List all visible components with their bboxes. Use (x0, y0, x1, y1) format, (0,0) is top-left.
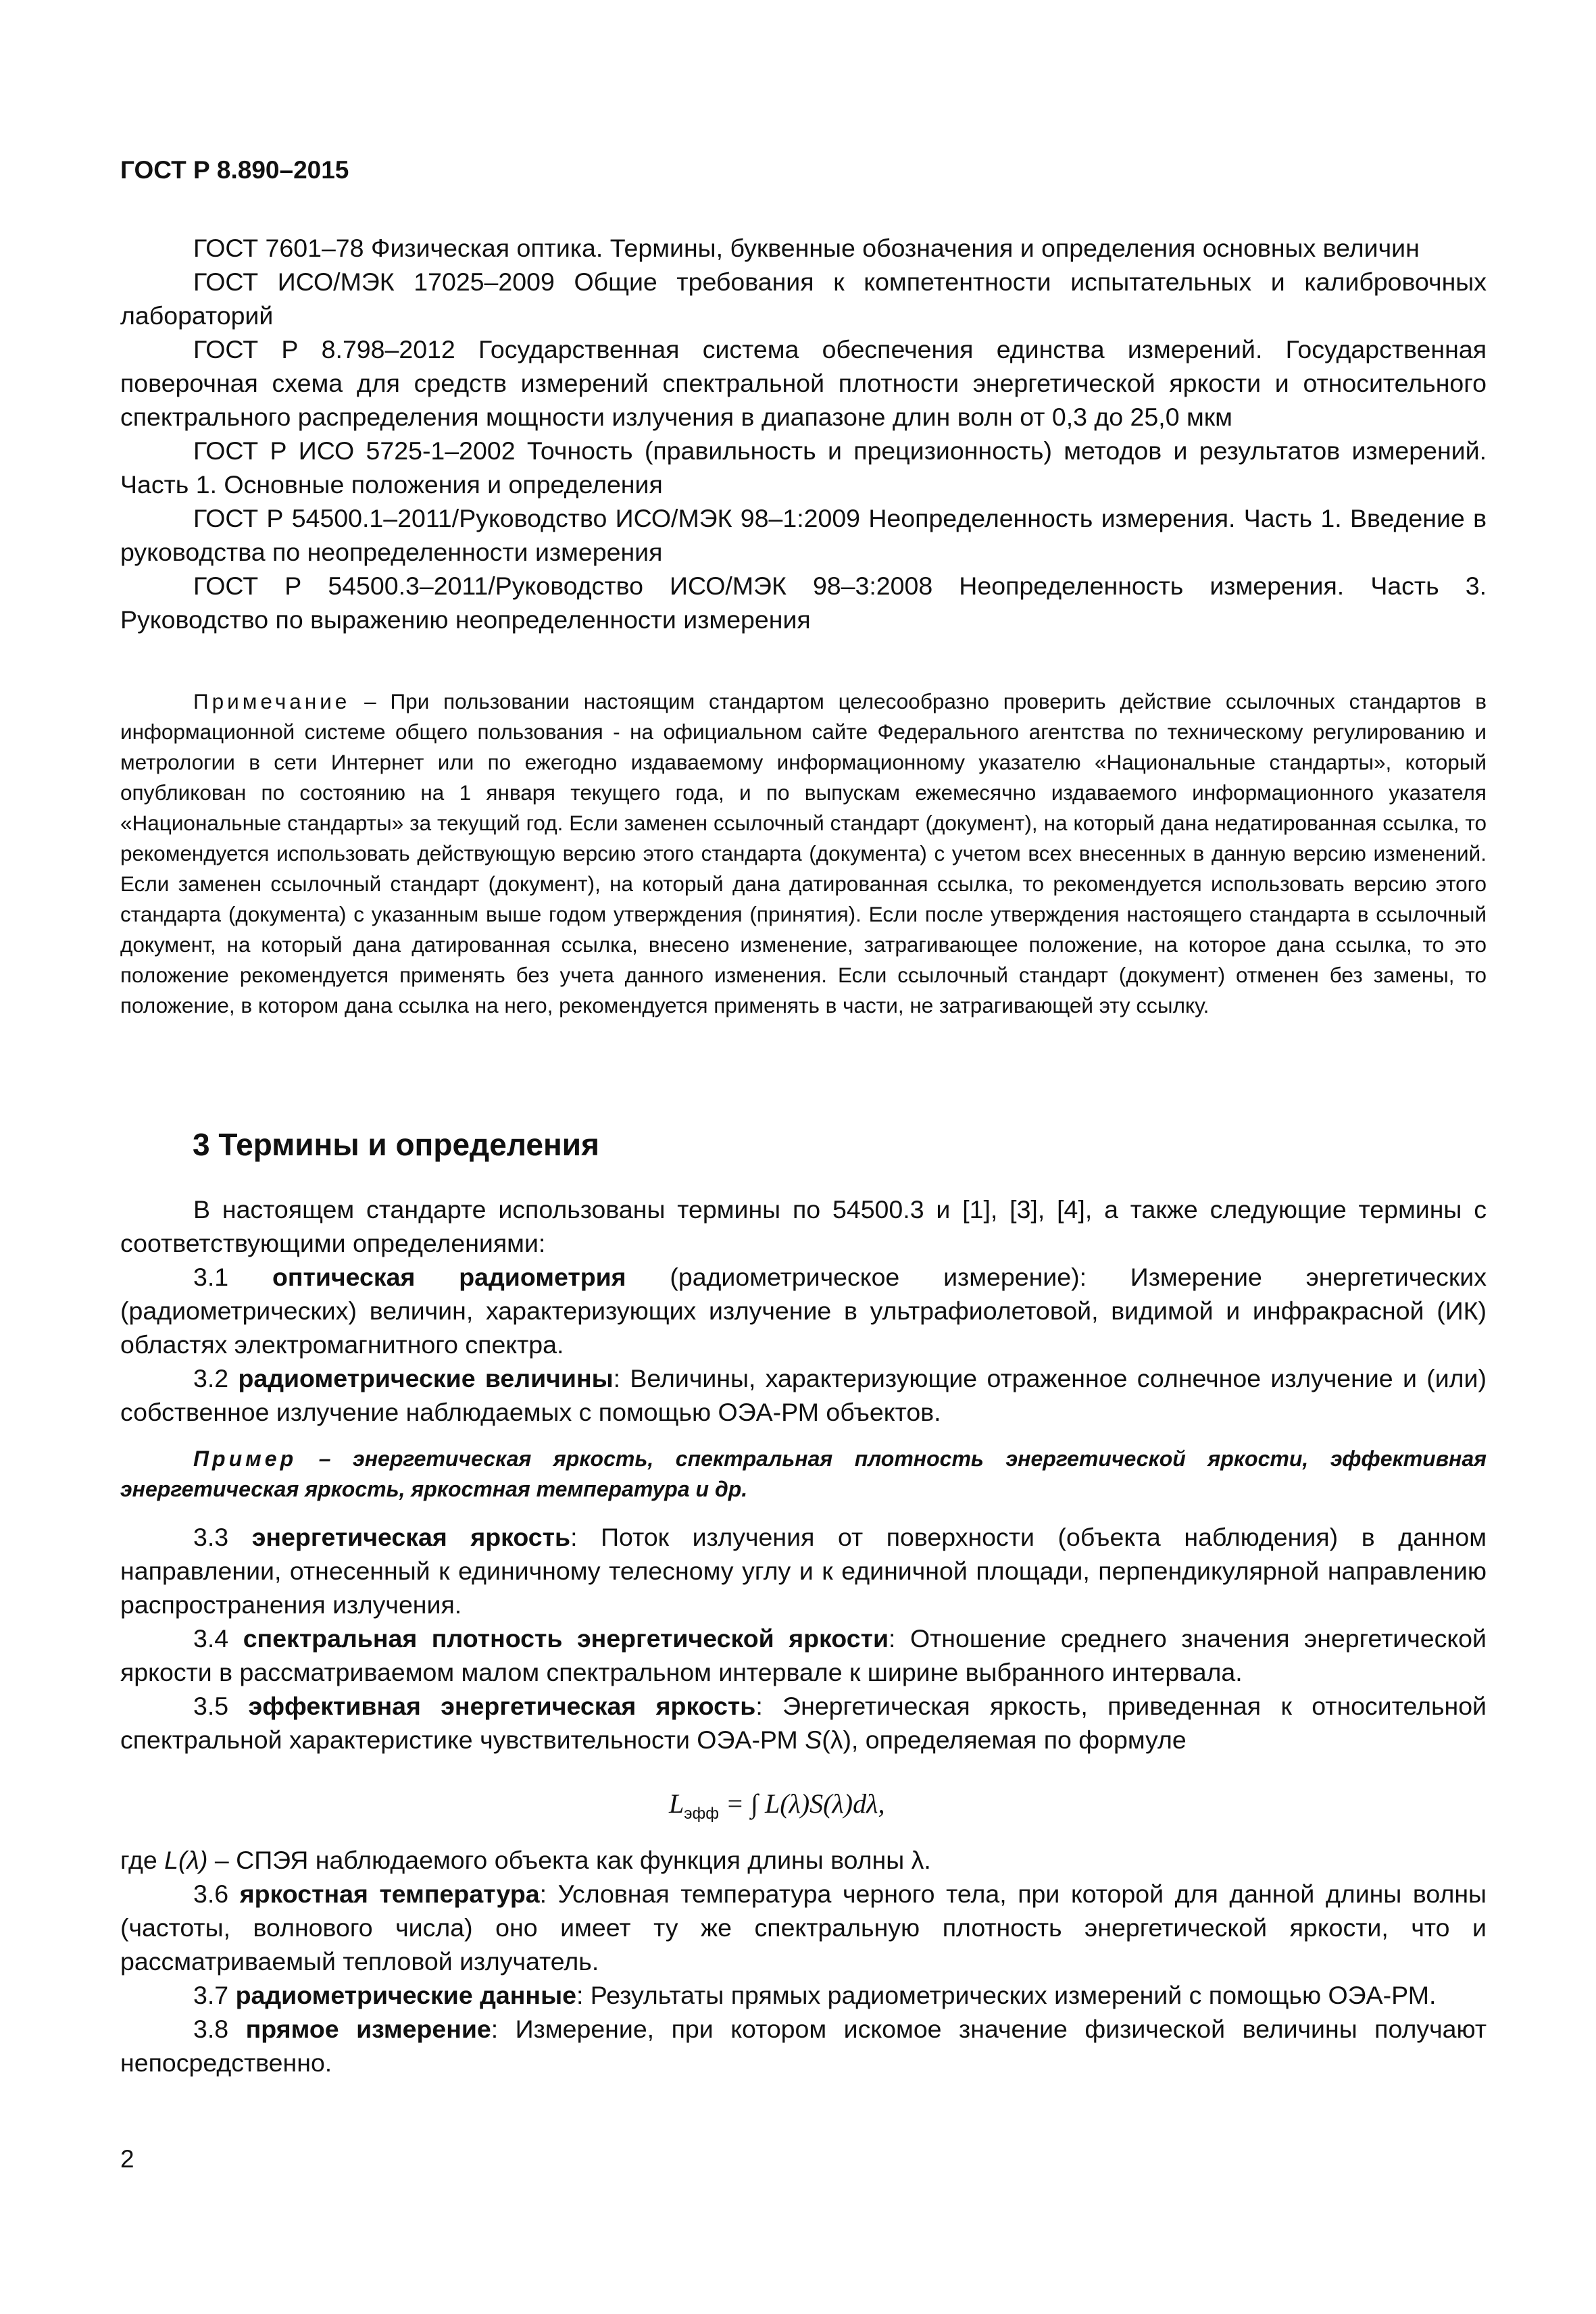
formula (669, 1784, 884, 1834)
page-number: 2 (120, 2145, 134, 2173)
term-definition: : Отношение среднего значения энергетической яркости в рассматриваемом малом спектральном интервале к ширине выбранного интервала. (120, 1624, 1487, 1686)
terms-block-2 (120, 1520, 1487, 1757)
term-3-2 (120, 1361, 1487, 1429)
term-definition: : Измерение, при котором искомое значение физической величины получают непосредственно. (120, 2015, 1487, 2077)
term-name: оптическая радиометрия (272, 1263, 626, 1291)
where-prefix: где (120, 1846, 165, 1874)
formula-lhs: L (669, 1788, 684, 1819)
note-text: – При пользовании настоящим стандартом целесообразно проверить действие ссылочных стандартов в информационной системе общего пользования - на официальном сайте Федерального агентства по техническому регулированию и метрологии в сети Интернет или по ежегодно издаваемому информационному указателю «Национальные стандарты», который опубликован по состоянию на 1 января текущего года, и по выпускам ежемесячно издаваемого информационного указателя «Национальные стандарты» за текущий год. Если заменен ссылочный стандарт (документ), на который дана недатированная ссылка, то рекомендуется использовать действующую версию этого стандарта (документа) с учетом всех внесенных в данную версию изменений. Если заменен ссылочный стандарт (документ), на который дана датированная ссылка, то рекомендуется использовать версию этого стандарта (документа) с указанным выше годом утверждения (принятия). Если после утверждения настоящего стандарта в ссылочный документ, на который дана датированная ссылка, внесено изменение, затрагивающее положение, на которое дана ссылка, то это положение рекомендуется применять без учета данного изменения. Если ссылочный стандарт (документ) отменен без замены, то положение, в котором дана ссылка на него, рекомендуется применять в части, не затрагивающей эту ссылку. (120, 689, 1487, 1017)
term-3-4 (120, 1621, 1487, 1689)
example-paragraph (120, 1444, 1487, 1505)
section-title: 3 Термины и определения (193, 1127, 599, 1162)
term-3-7 (120, 1978, 1487, 2012)
note-paragraph (120, 686, 1487, 1021)
document-header: ГОСТ Р 8.890–2015 (120, 156, 349, 184)
term-name: спектральная плотность энергетической яркости (243, 1624, 889, 1653)
term-definition: : Результаты прямых радиометрических измерений с помощью ОЭА-РМ. (576, 1981, 1437, 2009)
term-number: 3.6 (193, 1880, 240, 1908)
note-label: Примечание (193, 689, 351, 713)
reference-item: ГОСТ Р 54500.3–2011/Руководство ИСО/МЭК 98–3:2008 Неопределенность измерения. Часть 3. Руководство по выражению неопределенности измерения (120, 572, 1487, 634)
term-number: 3.1 (193, 1263, 272, 1291)
term-number: 3.3 (193, 1523, 252, 1551)
reference-item: ГОСТ Р 54500.1–2011/Руководство ИСО/МЭК 98–1:2009 Неопределенность измерения. Часть 1. Введение в руководства по неопределенности измерения (120, 504, 1487, 566)
where-text: – СПЭЯ наблюдаемого объекта как функция длины волны λ. (207, 1846, 931, 1874)
reference-item: ГОСТ Р 8.798–2012 Государственная система обеспечения единства измерений. Государственная поверочная схема для средств измерений спектральной плотности энергетической яркости и относительного спектрального распределения мощности излучения в диапазоне длин волн от 0,3 до 25,0 мкм (120, 335, 1487, 431)
example-label: Пример (193, 1447, 297, 1471)
where-symbol: L(λ) (164, 1846, 208, 1874)
term-3-5 (120, 1689, 1487, 1757)
formula-rhs: = ∫ L(λ)S(λ)dλ, (719, 1788, 885, 1819)
term-3-6 (120, 1877, 1487, 1978)
terms-block-3 (120, 1843, 1487, 2080)
term-3-1 (120, 1260, 1487, 1361)
term-3-3 (120, 1520, 1487, 1621)
normative-references (120, 231, 1487, 636)
term-number: 3.7 (193, 1981, 236, 2009)
term-number: 3.4 (193, 1624, 243, 1653)
reference-item: ГОСТ ИСО/МЭК 17025–2009 Общие требования к компетентности испытательных и калибровочных лабораторий (120, 268, 1487, 330)
term-name: радиометрические величины (238, 1364, 614, 1392)
term-symbol: S (805, 1726, 822, 1754)
term-definition: : Энергетическая яркость, приведенная к относительной спектральной характеристике чувствительности ОЭА-РМ (120, 1692, 1487, 1754)
term-number: 3.2 (193, 1364, 239, 1392)
term-name: эффективная энергетическая яркость (248, 1692, 756, 1720)
term-definition-tail: (λ), определяемая по формуле (822, 1726, 1187, 1754)
formula-subscript: эфф (684, 1805, 719, 1823)
term-number: 3.5 (193, 1692, 249, 1720)
term-definition: (радиометрическое измерение): Измерение энергетических (радиометрических) величин, характеризующих излучение в ультрафиолетовой, видимой и инфракрасной (ИК) областях электромагнитного спектра. (120, 1263, 1487, 1359)
term-name: энергетическая яркость (251, 1523, 571, 1551)
terms-block-1 (120, 1192, 1487, 1429)
term-number: 3.8 (193, 2015, 246, 2043)
term-name: прямое измерение (245, 2015, 491, 2043)
where-paragraph (120, 1843, 1487, 1877)
example-text: – энергетическая яркость, спектральная плотность энергетической яркости, эффективная энергетическая яркость, яркостная температура и др. (120, 1447, 1487, 1501)
term-definition: : Условная температура черного тела, при которой для данной длины волны (частоты, волнового числа) оно имеет ту же спектральную плотность энергетической яркости, что и рассматриваемый тепловой излучатель. (120, 1880, 1487, 1976)
term-name: яркостная температура (239, 1880, 540, 1908)
term-name: радиометрические данные (235, 1981, 576, 2009)
term-definition: : Поток излучения от поверхности (объекта наблюдения) в данном направлении, отнесенный к единичному телесному углу и к единичной площади, перпендикулярной направлению распространения излучения. (120, 1523, 1487, 1619)
term-definition: : Величины, характеризующие отраженное солнечное излучение и (или) собственное излучение наблюдаемых с помощью ОЭА-РМ объектов. (120, 1364, 1487, 1426)
term-3-8 (120, 2012, 1487, 2080)
reference-item: ГОСТ Р ИСО 5725-1–2002 Точность (правильность и прецизионность) методов и результатов измерений. Часть 1. Основные положения и определения (120, 436, 1487, 499)
reference-item: ГОСТ 7601–78 Физическая оптика. Термины, буквенные обозначения и определения основных величин (193, 234, 1420, 262)
intro-paragraph: В настоящем стандарте использованы термины по 54500.3 и [1], [3], [4], а также следующие термины с соответствующими определениями: (120, 1195, 1487, 1257)
